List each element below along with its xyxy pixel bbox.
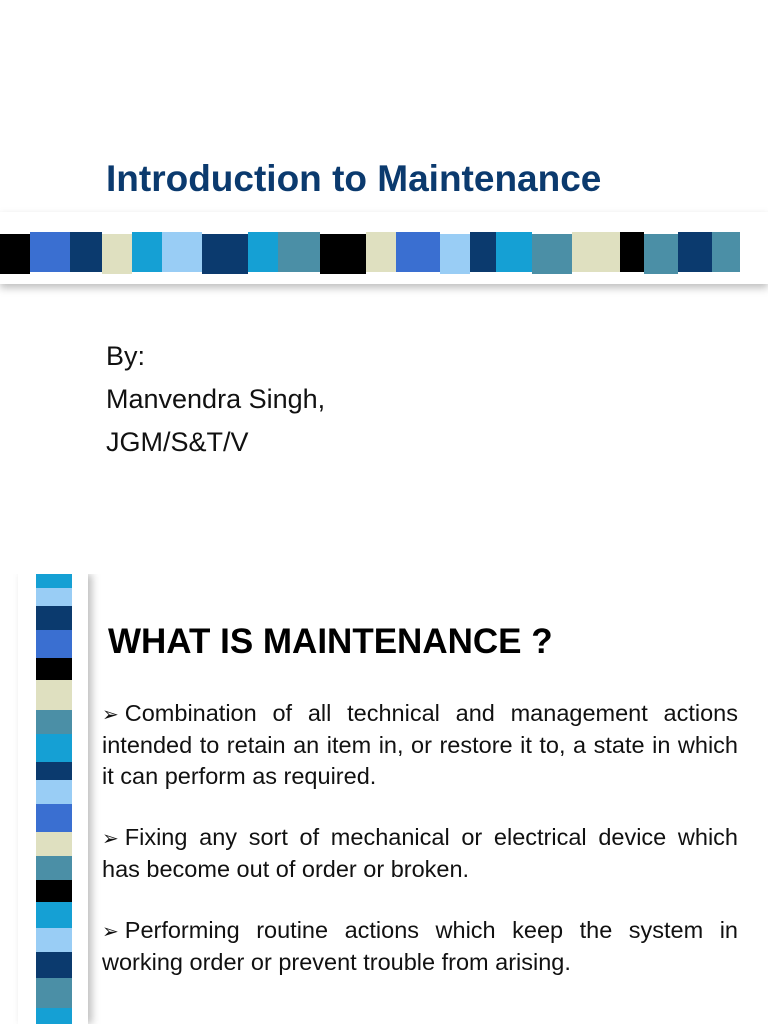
strip-block	[248, 232, 278, 272]
strip-block	[36, 574, 72, 588]
strip-block	[36, 1008, 72, 1024]
strip-block	[620, 232, 644, 272]
strip-block	[278, 232, 320, 272]
strip-block	[102, 234, 132, 274]
page-gap	[0, 512, 768, 574]
strip-block	[36, 658, 72, 680]
strip-block	[36, 978, 72, 1008]
strip-block	[320, 234, 366, 274]
strip-block	[36, 734, 72, 762]
arrow-bullet-icon: ➢	[102, 702, 119, 726]
strip-block	[36, 780, 72, 804]
strip-block	[712, 232, 740, 272]
bullet-text: Performing routine actions which keep the system in working order or prevent trouble from arising.	[102, 917, 738, 975]
strip-block	[202, 234, 248, 274]
strip-block	[396, 232, 440, 272]
strip-block	[572, 232, 620, 272]
slide-heading: WHAT IS MAINTENANCE ?	[108, 622, 553, 661]
strip-block	[132, 232, 162, 272]
strip-block	[70, 232, 102, 272]
strip-block	[366, 232, 396, 272]
decorative-color-strip-vertical	[18, 574, 88, 1024]
strip-block	[36, 952, 72, 978]
strip-block	[440, 234, 470, 274]
arrow-bullet-icon: ➢	[102, 919, 119, 943]
arrow-bullet-icon: ➢	[102, 826, 119, 850]
bullet-text: Combination of all technical and management actions intended to retain an item in, or restore it to, a state in which it can perform as required.	[102, 700, 738, 789]
strip-block	[36, 902, 72, 928]
strip-block	[36, 606, 72, 630]
strip-block	[36, 832, 72, 856]
strip-block	[36, 630, 72, 658]
bullet-list	[102, 698, 738, 1008]
strip-block	[162, 232, 202, 272]
author-designation: JGM/S&T/V	[106, 427, 249, 457]
strip-block	[644, 234, 678, 274]
strip-block	[36, 804, 72, 832]
decorative-color-strip-horizontal	[0, 212, 768, 288]
strip-block	[36, 880, 72, 902]
strip-block	[36, 856, 72, 880]
bullet-item	[102, 822, 738, 885]
strip-block	[36, 928, 72, 952]
author-block	[106, 335, 325, 464]
strip-block	[36, 588, 72, 606]
strip-block	[36, 762, 72, 780]
strip-block	[30, 232, 70, 272]
strip-block	[36, 710, 72, 734]
bullet-item	[102, 915, 738, 978]
bullet-text: Fixing any sort of mechanical or electrical device which has become out of order or broken.	[102, 824, 738, 882]
author-name: Manvendra Singh,	[106, 384, 326, 414]
slide-definition	[0, 574, 768, 1024]
strip-block	[0, 234, 30, 274]
bullet-item	[102, 698, 738, 792]
byline-label: By:	[106, 341, 146, 371]
strip-block	[36, 680, 72, 710]
strip-block	[496, 232, 532, 272]
slide-title-heading: Introduction to Maintenance	[106, 158, 602, 199]
strip-block	[470, 232, 496, 272]
strip-block	[532, 234, 572, 274]
strip-block	[678, 232, 712, 272]
